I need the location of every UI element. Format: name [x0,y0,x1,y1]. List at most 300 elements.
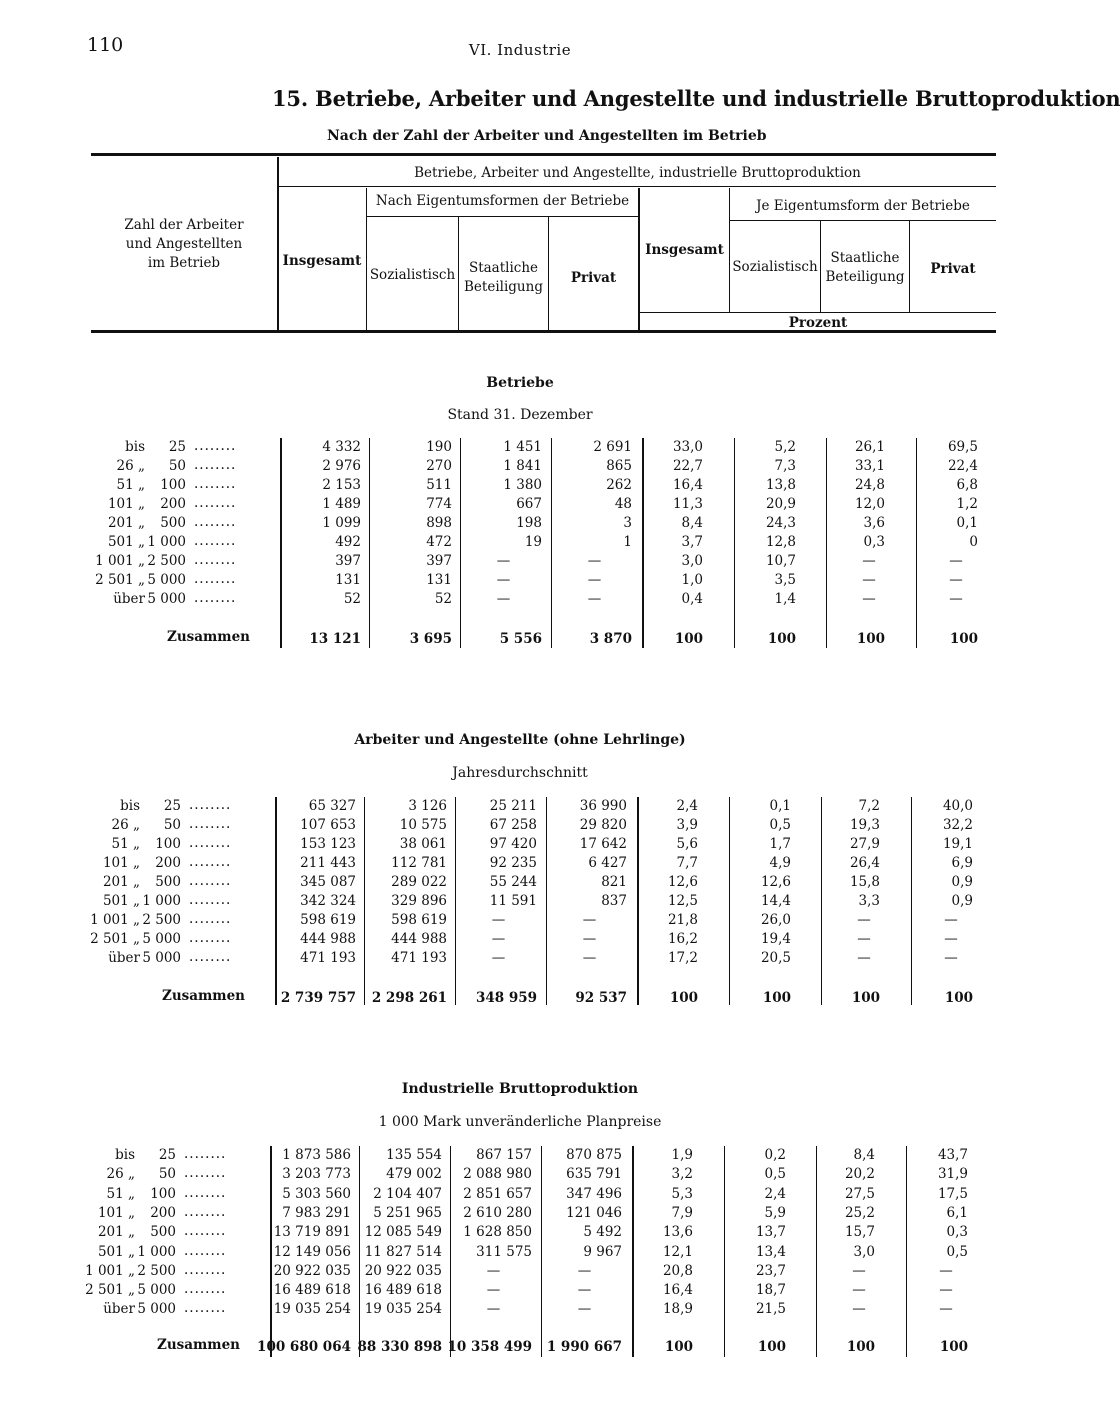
row-label-bound: 50 [168,458,186,474]
table-cell: 33,0 [672,439,703,455]
table-cell: — [852,1263,866,1279]
row-label-bound: 100 [160,477,186,493]
table-cell: 67 258 [489,817,537,833]
row-label-bound: 500 [150,1224,176,1240]
table-cell: 329 896 [391,893,447,909]
table-cell: 12,1 [662,1244,693,1260]
leader-dots: ........ [194,476,237,492]
table-cell: 31,9 [937,1166,968,1182]
row-label: 1 001 „ [90,912,140,928]
table-cell: 27,9 [849,836,880,852]
table-cell: 471 193 [300,950,356,966]
spanner-header: Betriebe, Arbeiter und Angestellte, industrielle Bruttoproduktion [414,165,861,181]
table-cell: 667 [516,496,542,512]
table-cell: 43,7 [937,1147,968,1163]
table-cell: — [577,1282,592,1298]
table-cell: — [939,1282,953,1298]
table-cell: 821 [601,874,627,890]
table-cell: — [857,912,871,928]
table-cell: 10,7 [765,553,796,569]
table-cell: 345 087 [300,874,356,890]
table-cell: 3 126 [408,798,447,814]
total-label: Zusammen [167,629,250,645]
row-label: 201 „ [102,874,140,890]
table-cell: — [944,912,958,928]
table-cell: 397 [335,553,361,569]
row-label: 2 501 „ [95,572,145,588]
leader-dots: ........ [194,457,237,473]
table-cell: 3,6 [863,515,885,531]
leader-dots: ........ [184,1204,227,1220]
table-cell: — [491,912,506,928]
row-label: 2 501 „ [90,931,140,947]
table-cell: 15,7 [844,1224,875,1240]
table-cell: 25,2 [844,1205,875,1221]
insgesamt-percent-header: Insgesamt [645,242,724,258]
table-cell: 7,9 [671,1205,693,1221]
table-cell: 32,2 [942,817,973,833]
table-cell: 12,0 [854,496,885,512]
table-cell: 20,8 [662,1263,693,1279]
row-label: 51 „ [106,1186,135,1202]
row-label-bound: 200 [155,855,181,871]
section-subtitle: 1 000 Mark unveränderliche Planpreise [378,1114,662,1130]
table-cell: 12,5 [667,893,698,909]
leader-dots: ........ [184,1165,227,1181]
table-cell: — [949,572,963,588]
section-subtitle: Stand 31. Dezember [447,407,593,423]
total-cell: 100 [949,631,978,647]
table-cell: 8,4 [681,515,703,531]
total-cell: 1 990 667 [546,1339,622,1355]
row-label-bound: 50 [163,817,181,833]
table-cell: 11 827 514 [364,1244,442,1260]
table-cell: 3,7 [681,534,703,550]
row-label-bound: 25 [168,439,186,455]
table-cell: 5,6 [676,836,698,852]
table-cell: 0,5 [946,1244,968,1260]
table-cell: — [857,931,871,947]
table-cell: 11 591 [489,893,537,909]
row-label-bound: 100 [150,1186,176,1202]
table-cell: 774 [426,496,452,512]
sozialistisch-header: Sozialistisch [369,267,456,283]
leader-dots: ........ [184,1243,227,1259]
table-cell: 33,1 [854,458,885,474]
table-cell: — [491,950,506,966]
table-cell: 131 [426,572,452,588]
section-title: Industrielle Bruttoproduktion [401,1081,639,1097]
insgesamt-header: Insgesamt [282,253,362,269]
table-cell: 23,7 [755,1263,786,1279]
table-cell: 444 988 [391,931,447,947]
table-cell: — [939,1301,953,1317]
table-cell: 472 [426,534,452,550]
table-cell: — [587,553,602,569]
table-cell: 0,1 [956,515,978,531]
table-cell: 16,4 [662,1282,693,1298]
table-cell: — [486,1301,501,1317]
table-cell: 40,0 [942,798,973,814]
table-cell: — [486,1263,501,1279]
table-cell: 479 002 [386,1166,442,1182]
table-cell: 347 496 [566,1186,622,1202]
leader-dots: ........ [194,495,237,511]
table-cell: 865 [606,458,632,474]
table-cell: 3,9 [676,817,698,833]
row-label-bound: 1 000 [147,534,186,550]
table-cell: — [852,1282,866,1298]
row-label-bound: 500 [160,515,186,531]
table-cell: 1 628 850 [463,1224,532,1240]
total-cell: 88 330 898 [357,1339,442,1355]
table-cell: 20,5 [760,950,791,966]
table-cell: 1,7 [769,836,791,852]
table-cell: 0,4 [681,591,703,607]
row-label: 1 001 „ [95,553,145,569]
table-cell: 15,8 [849,874,880,890]
total-label: Zusammen [157,1337,240,1353]
stub-header: Zahl der Arbeiter und Angestellten im Betrieb [124,217,244,271]
table-cell: 5 251 965 [373,1205,442,1221]
table-cell: — [577,1301,592,1317]
table-cell: 3,0 [853,1244,875,1260]
total-cell: 100 [762,990,791,1006]
table-cell: 0,5 [769,817,791,833]
row-label: 101 „ [102,855,140,871]
total-cell: 100 [846,1339,875,1355]
header-top-rule [91,153,996,156]
page-number: 110 [87,34,124,56]
table-cell: 16 489 618 [364,1282,442,1298]
table-cell: 6,9 [951,855,973,871]
table-cell: 598 619 [391,912,447,928]
row-label-bound: 5 000 [137,1282,176,1298]
table-cell: 342 324 [300,893,356,909]
table-cell: 27,5 [844,1186,875,1202]
row-label: 201 „ [107,515,145,531]
table-cell: 289 022 [391,874,447,890]
total-cell: 348 959 [475,990,537,1006]
row-label: 26 „ [116,458,145,474]
total-cell: 100 [856,631,885,647]
table-cell: 13,6 [662,1224,693,1240]
table-cell: 1,0 [681,572,703,588]
table-cell: 7,7 [676,855,698,871]
table-cell: 16 489 618 [273,1282,351,1298]
table-cell: 153 123 [300,836,356,852]
row-label: bis [120,798,140,814]
table-cell: — [944,950,958,966]
table-cell: 10 575 [399,817,447,833]
row-label: 101 „ [107,496,145,512]
row-label: 201 „ [97,1224,135,1240]
table-cell: 2 691 [593,439,632,455]
table-cell: 2 104 407 [373,1186,442,1202]
table-cell: — [944,931,958,947]
table-cell: 19 035 254 [364,1301,442,1317]
table-cell: 13 719 891 [273,1224,351,1240]
total-cell: 2 739 757 [280,990,356,1006]
table-cell: 4 332 [322,439,361,455]
leader-dots: ........ [189,854,232,870]
total-cell: 100 [757,1339,786,1355]
row-label-bound: 100 [155,836,181,852]
table-cell: 1 489 [322,496,361,512]
table-cell: — [582,950,597,966]
table-cell: 18,9 [662,1301,693,1317]
row-label-bound: 500 [155,874,181,890]
total-cell: 100 [851,990,880,1006]
table-cell: 397 [426,553,452,569]
table-cell: 19,3 [849,817,880,833]
row-label-bound: 1 000 [137,1244,176,1260]
total-cell: 100 680 064 [257,1339,351,1355]
row-label-bound: 2 500 [147,553,186,569]
table-cell: 898 [426,515,452,531]
table-cell: 1 [623,534,632,550]
table-cell: 11,3 [672,496,703,512]
leader-dots: ........ [194,514,237,530]
table-cell: 5 303 560 [282,1186,351,1202]
table-cell: 5,3 [671,1186,693,1202]
leader-dots: ........ [184,1281,227,1297]
running-head: VI. Industrie [468,41,572,59]
table-cell: 19,4 [760,931,791,947]
total-label: Zusammen [162,988,245,1004]
per-ownership-header: Je Eigentumsform der Betriebe [756,198,970,214]
table-cell: 12,6 [667,874,698,890]
table-cell: 0,2 [764,1147,786,1163]
table-cell: — [857,950,871,966]
table-cell: 3,2 [671,1166,693,1182]
leader-dots: ........ [189,892,232,908]
leader-dots: ........ [184,1262,227,1278]
leader-dots: ........ [189,911,232,927]
table-cell: 12 085 549 [364,1224,442,1240]
table-cell: — [862,572,876,588]
table-cell: 6 427 [588,855,627,871]
total-cell: 92 537 [575,990,627,1006]
table-cell: 131 [335,572,361,588]
table-cell: 26,0 [760,912,791,928]
row-label-bound: 2 500 [142,912,181,928]
table-cell: — [862,591,876,607]
table-cell: 2 153 [322,477,361,493]
leader-dots: ........ [194,552,237,568]
total-cell: 13 121 [309,631,361,647]
privat-percent-header: Privat [930,261,976,277]
table-cell: 3 [623,515,632,531]
row-label-bound: 25 [163,798,181,814]
table-cell: 1 380 [503,477,542,493]
table-cell: 17 642 [579,836,627,852]
table-cell: 270 [426,458,452,474]
table-cell: 1 451 [503,439,542,455]
table-cell: 262 [606,477,632,493]
table-cell: 5,2 [774,439,796,455]
leader-dots: ........ [194,571,237,587]
total-cell: 10 358 499 [447,1339,532,1355]
table-cell: 2,4 [764,1186,786,1202]
staatliche-percent-header: Staatliche Beteiligung [825,250,905,285]
table-cell: 6,1 [946,1205,968,1221]
row-label: 2 501 „ [85,1282,135,1298]
table-cell: 97 420 [489,836,537,852]
table-cell: 19 [524,534,542,550]
total-cell: 5 556 [499,631,542,647]
table-cell: 1,9 [671,1147,693,1163]
table-cell: 65 327 [308,798,356,814]
table-cell: 24,3 [765,515,796,531]
table-cell: 13,4 [755,1244,786,1260]
row-label-bound: 5 000 [137,1301,176,1317]
table-cell: 0,9 [951,893,973,909]
table-cell: 14,4 [760,893,791,909]
table-cell: — [491,931,506,947]
table-cell: 26,4 [849,855,880,871]
row-label-bound: 50 [158,1166,176,1182]
row-label-bound: 200 [150,1205,176,1221]
by-ownership-header: Nach Eigentumsformen der Betriebe [375,193,630,209]
leader-dots: ........ [189,816,232,832]
table-cell: 12,6 [760,874,791,890]
table-title: 15. Betriebe, Arbeiter und Angestellte und industrielle Bruttoproduktion [272,86,1120,111]
table-cell: 444 988 [300,931,356,947]
table-cell: 17,5 [937,1186,968,1202]
table-cell: 38 061 [399,836,447,852]
table-cell: — [486,1282,501,1298]
total-cell: 100 [939,1339,968,1355]
table-cell: — [587,591,602,607]
privat-header: Privat [570,270,617,286]
leader-dots: ........ [194,533,237,549]
table-cell: — [496,572,511,588]
section-title: Betriebe [486,375,554,391]
row-label-bound: 5 000 [147,572,186,588]
table-cell: 22,7 [672,458,703,474]
table-cell: 92 235 [489,855,537,871]
leader-dots: ........ [189,930,232,946]
table-cell: 7,3 [774,458,796,474]
table-cell: 511 [426,477,452,493]
ownership-rule-left [367,216,638,217]
section-title: Arbeiter und Angestellte (ohne Lehrlinge) [354,732,686,748]
row-label: über [113,591,145,607]
total-cell: 100 [944,990,973,1006]
table-cell: 21,8 [667,912,698,928]
table-cell: 6,8 [956,477,978,493]
row-label-bound: 5 000 [147,591,186,607]
prozent-rule [640,312,996,313]
leader-dots: ........ [184,1300,227,1316]
table-cell: 16,4 [672,477,703,493]
table-cell: 36 990 [579,798,627,814]
table-cell: 492 [335,534,361,550]
table-cell: 837 [601,893,627,909]
table-cell: — [852,1301,866,1317]
table-cell: 5,9 [764,1205,786,1221]
table-cell: 13,8 [765,477,796,493]
row-label: 26 „ [106,1166,135,1182]
table-cell: — [587,572,602,588]
total-cell: 100 [674,631,703,647]
row-label-bound: 1 000 [142,893,181,909]
table-cell: 598 619 [300,912,356,928]
table-cell: 107 653 [300,817,356,833]
sozialistisch-percent-header: Sozialistisch [732,259,818,275]
table-cell: 9 967 [583,1244,622,1260]
row-label-bound: 200 [160,496,186,512]
table-cell: 870 875 [566,1147,622,1163]
table-cell: 0,3 [863,534,885,550]
total-cell: 3 695 [409,631,452,647]
table-cell: 2,4 [676,798,698,814]
table-cell: 12 149 056 [273,1244,351,1260]
row-label: bis [115,1147,135,1163]
row-label: 501 „ [97,1244,135,1260]
table-cell: — [582,931,597,947]
table-cell: 0,3 [946,1224,968,1240]
table-cell: 52 [434,591,452,607]
table-cell: — [949,591,963,607]
table-cell: 471 193 [391,950,447,966]
table-cell: 26,1 [854,439,885,455]
table-cell: 121 046 [566,1205,622,1221]
table-cell: — [582,912,597,928]
table-cell: 3,3 [858,893,880,909]
table-cell: 13,7 [755,1224,786,1240]
table-cell: 12,8 [765,534,796,550]
table-cell: 3,0 [681,553,703,569]
leader-dots: ........ [194,438,237,454]
table-cell: 1 841 [503,458,542,474]
row-label: 51 „ [111,836,140,852]
table-cell: 190 [426,439,452,455]
leader-dots: ........ [194,590,237,606]
leader-dots: ........ [189,949,232,965]
table-cell: 48 [614,496,632,512]
table-cell: 55 244 [489,874,537,890]
table-cell: — [862,553,876,569]
table-cell: 20 922 035 [273,1263,351,1279]
table-cell: 0,5 [764,1166,786,1182]
table-cell: 8,4 [853,1147,875,1163]
row-label: 51 „ [116,477,145,493]
table-cell: 52 [343,591,361,607]
table-subtitle: Nach der Zahl der Arbeiter und Angestellten im Betrieb [327,128,767,144]
row-label: bis [125,439,145,455]
staatliche-header: Staatliche Beteiligung [464,260,543,295]
table-cell: 2 610 280 [463,1205,532,1221]
table-cell: 635 791 [566,1166,622,1182]
table-cell: 3,5 [774,572,796,588]
table-cell: — [939,1263,953,1279]
total-cell: 2 298 261 [371,990,447,1006]
row-label: 501 „ [107,534,145,550]
table-cell: 1,4 [774,591,796,607]
table-cell: 20 922 035 [364,1263,442,1279]
table-cell: 21,5 [755,1301,786,1317]
table-cell: 2 851 657 [463,1186,532,1202]
prozent-header: Prozent [788,315,848,331]
table-cell: 135 554 [386,1147,442,1163]
row-label-bound: 25 [158,1147,176,1163]
table-cell: 20,9 [765,496,796,512]
row-label-bound: 5 000 [142,950,181,966]
table-cell: — [496,591,511,607]
table-cell: 867 157 [476,1147,532,1163]
